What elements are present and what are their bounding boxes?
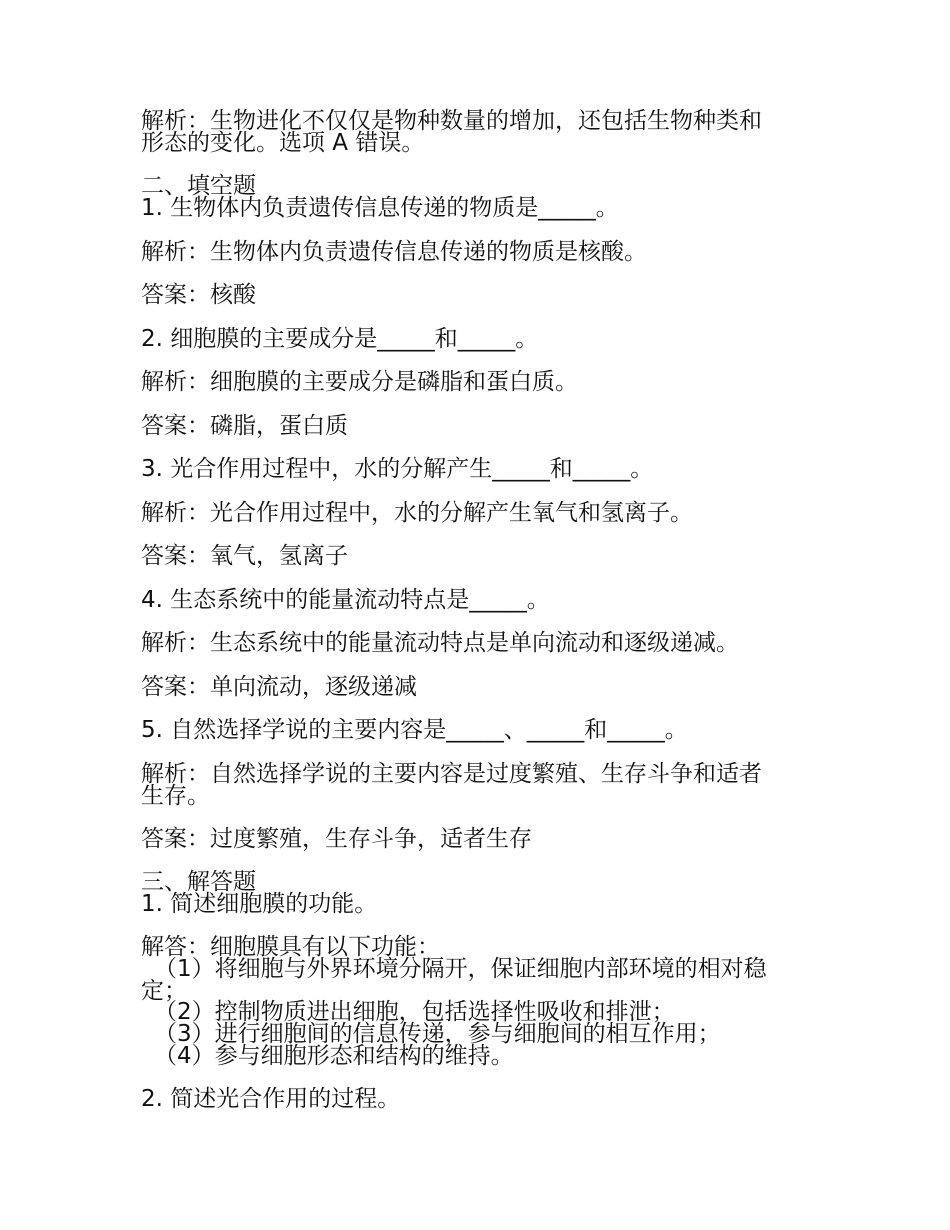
answer-q2-question: 2. 简述光合作用的过程。 xyxy=(141,1086,401,1112)
fill-q1-analysis: 解析：生物体内负责遗传信息传递的物质是核酸。 xyxy=(141,239,647,265)
fill-q3-analysis: 解析：光合作用过程中，水的分解产生氧气和氢离子。 xyxy=(141,500,693,526)
fill-q3-answer: 答案：氧气，氢离子 xyxy=(141,543,348,569)
fill-q1-answer: 答案：核酸 xyxy=(141,282,256,308)
fill-q3-question: 3. 光合作用过程中，水的分解产生_____和_____。 xyxy=(141,456,654,482)
answer-q1-item1-line1: （1）将细胞与外界环境分隔开，保证细胞内部环境的相对稳 xyxy=(154,956,767,982)
answer-section-heading: 三、解答题 xyxy=(141,869,256,895)
fill-q5-analysis-line1: 解析：自然选择学说的主要内容是过度繁殖、生存斗争和适者 xyxy=(141,761,762,787)
fill-q5-question: 5. 自然选择学说的主要内容是_____、_____和_____。 xyxy=(141,717,688,743)
answer-q1-question: 1. 简述细胞膜的功能。 xyxy=(141,891,378,917)
answer-q1-item3: （3）进行细胞间的信息传递，参与细胞间的相互作用； xyxy=(154,1021,721,1047)
fill-q2-analysis: 解析：细胞膜的主要成分是磷脂和蛋白质。 xyxy=(141,369,578,395)
intro-analysis-line1: 解析：生物进化不仅仅是物种数量的增加，还包括生物种类和 xyxy=(141,108,762,134)
fill-q5-analysis-line2: 生存。 xyxy=(141,783,210,809)
fill-q4-question: 4. 生态系统中的能量流动特点是_____。 xyxy=(141,587,550,613)
fill-q1-question: 1. 生物体内负责遗传信息传递的物质是_____。 xyxy=(141,195,619,221)
answer-q1-item1-line2: 定； xyxy=(141,978,187,1004)
fill-q2-answer: 答案：磷脂，蛋白质 xyxy=(141,413,348,439)
fill-q4-answer: 答案：单向流动，逐级递减 xyxy=(141,674,417,700)
fill-q4-analysis: 解析：生态系统中的能量流动特点是单向流动和逐级递减。 xyxy=(141,630,739,656)
answer-q1-item4: （4）参与细胞形态和结构的维持。 xyxy=(154,1043,514,1069)
answer-q1-intro: 解答：细胞膜具有以下功能： xyxy=(141,934,440,960)
answer-q1-item2: （2）控制物质进出细胞，包括选择性吸收和排泄； xyxy=(154,999,675,1025)
fill-section-heading: 二、填空题 xyxy=(141,173,256,199)
intro-analysis-line2: 形态的变化。选项 A 错误。 xyxy=(141,130,425,156)
fill-q5-answer: 答案：过度繁殖，生存斗争，适者生存 xyxy=(141,826,532,852)
fill-q2-question: 2. 细胞膜的主要成分是_____和_____。 xyxy=(141,326,539,352)
